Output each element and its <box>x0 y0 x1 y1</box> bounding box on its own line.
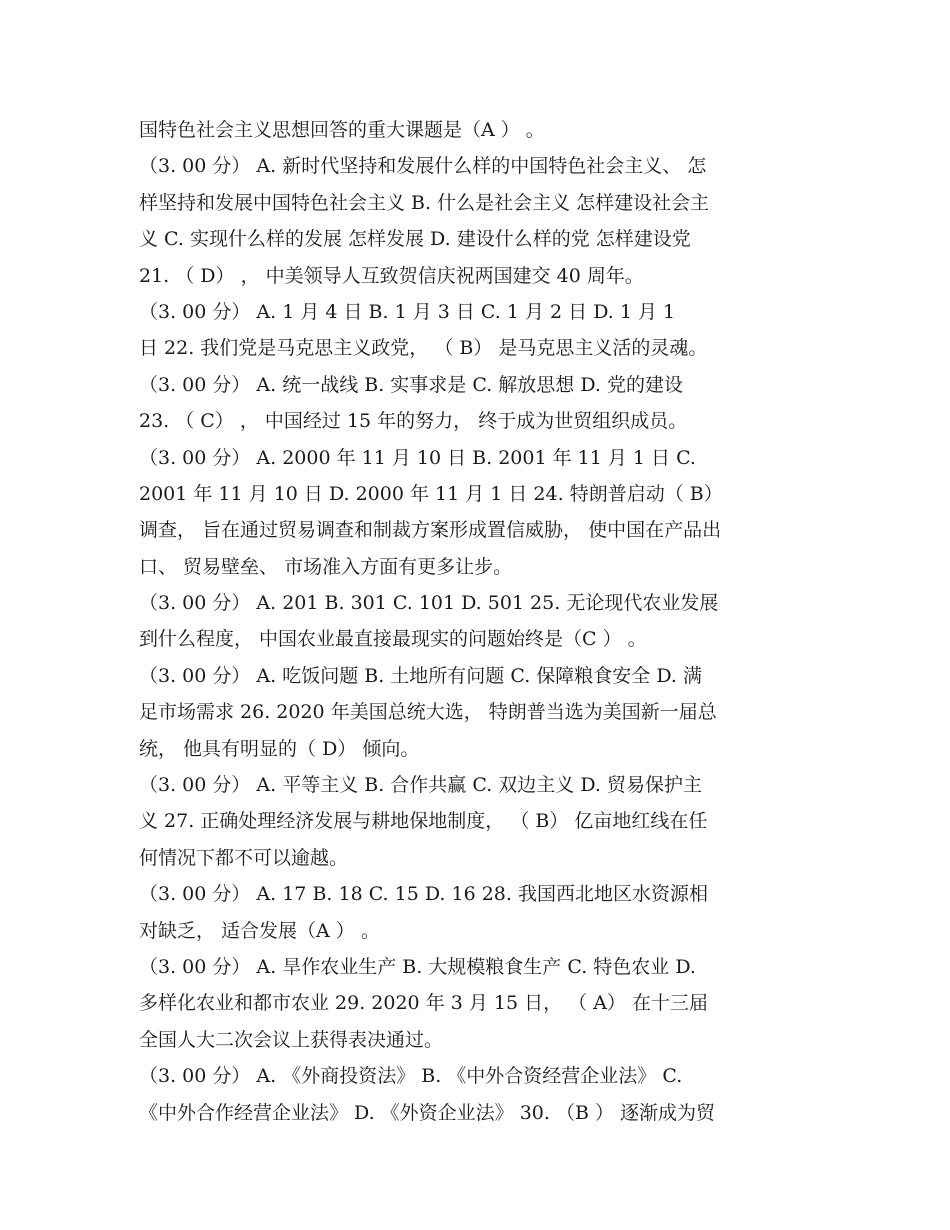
text-line: 样坚持和发展中国特色社会主义 B. 什么是社会主义 怎样建设社会主 <box>139 191 710 214</box>
text-line: （3. 00 分） A. 201 B. 301 C. 101 D. 501 25. 无论现代农业发展 <box>139 592 719 615</box>
text-line: 23. （ C） ， 中国经过 15 年的努力， 终于成为世贸组织成员。 <box>139 410 688 433</box>
text-line: 口、 贸易壁垒、 市场准入方面有更多让步。 <box>139 555 513 578</box>
text-line: 义 C. 实现什么样的发展 怎样发展 D. 建设什么样的党 怎样建设党 <box>139 228 691 251</box>
text-line: 何情况下都不可以逾越。 <box>139 846 349 869</box>
text-line: 2001 年 11 月 10 日 D. 2000 年 11 月 1 日 24. 特朗普启动（ B） <box>139 482 723 505</box>
text-line: 多样化农业和都市农业 29. 2020 年 3 月 15 日， （ A） 在十三届 <box>139 992 708 1015</box>
text-line: 国特色社会主义思想回答的重大课题是（A ） 。 <box>139 119 545 141</box>
text-line: （3. 00 分） A. 1 月 4 日 B. 1 月 3 日 C. 1 月 2 日 D. 1 月 1 <box>139 300 676 323</box>
text-line: 《中外合作经营企业法》 D. 《外资企业法》 30. （B ） 逐渐成为贸 <box>139 1101 716 1124</box>
text-line: （3. 00 分） A. 平等主义 B. 合作共赢 C. 双边主义 D. 贸易保护主 <box>139 774 702 797</box>
text-line: （3. 00 分） A. 吃饭问题 B. 土地所有问题 C. 保障粮食安全 D. 满 <box>139 664 702 687</box>
text-line: （3. 00 分） A. 统一战线 B. 实事求是 C. 解放思想 D. 党的建设 <box>139 373 683 396</box>
text-line: 到什么程度， 中国农业最直接最现实的问题始终是（C ） 。 <box>139 628 647 651</box>
text-line: 足市场需求 26. 2020 年美国总统大选， 特朗普当选为美国新一届总 <box>139 701 717 724</box>
text-body <box>139 112 819 1131</box>
text-line: 日 22. 我们党是马克思主义政党， （ B） 是马克思主义活的灵魂。 <box>139 337 708 360</box>
text-line: 统， 他具有明显的（ D） 倾向。 <box>139 737 420 760</box>
text-line: 全国人大二次会议上获得表决通过。 <box>139 1028 444 1051</box>
text-line: 对缺乏， 适合发展（A ） 。 <box>139 919 380 942</box>
text-line: （3. 00 分） A. 新时代坚持和发展什么样的中国特色社会主义、 怎 <box>139 155 707 178</box>
text-line: （3. 00 分） A. 旱作农业生产 B. 大规模粮食生产 C. 特色农业 D. <box>139 955 696 978</box>
text-line: （3. 00 分） A. 17 B. 18 C. 15 D. 16 28. 我国西北地区水资源相 <box>139 883 708 906</box>
text-line: 调查， 旨在通过贸易调查和制裁方案形成置信威胁， 使中国在产品出 <box>139 519 722 542</box>
text-line: 21. （ D） ， 中美领导人互致贺信庆祝两国建交 40 周年。 <box>139 264 644 287</box>
text-line: （3. 00 分） A. 2000 年 11 月 10 日 B. 2001 年 11 月 1 日 C. <box>139 446 696 469</box>
text-line: （3. 00 分） A. 《外商投资法》 B. 《中外合资经营企业法》 C. <box>139 1065 683 1088</box>
text-line: 义 27. 正确处理经济发展与耕地保地制度， （ B） 亿亩地红线在任 <box>139 810 708 833</box>
